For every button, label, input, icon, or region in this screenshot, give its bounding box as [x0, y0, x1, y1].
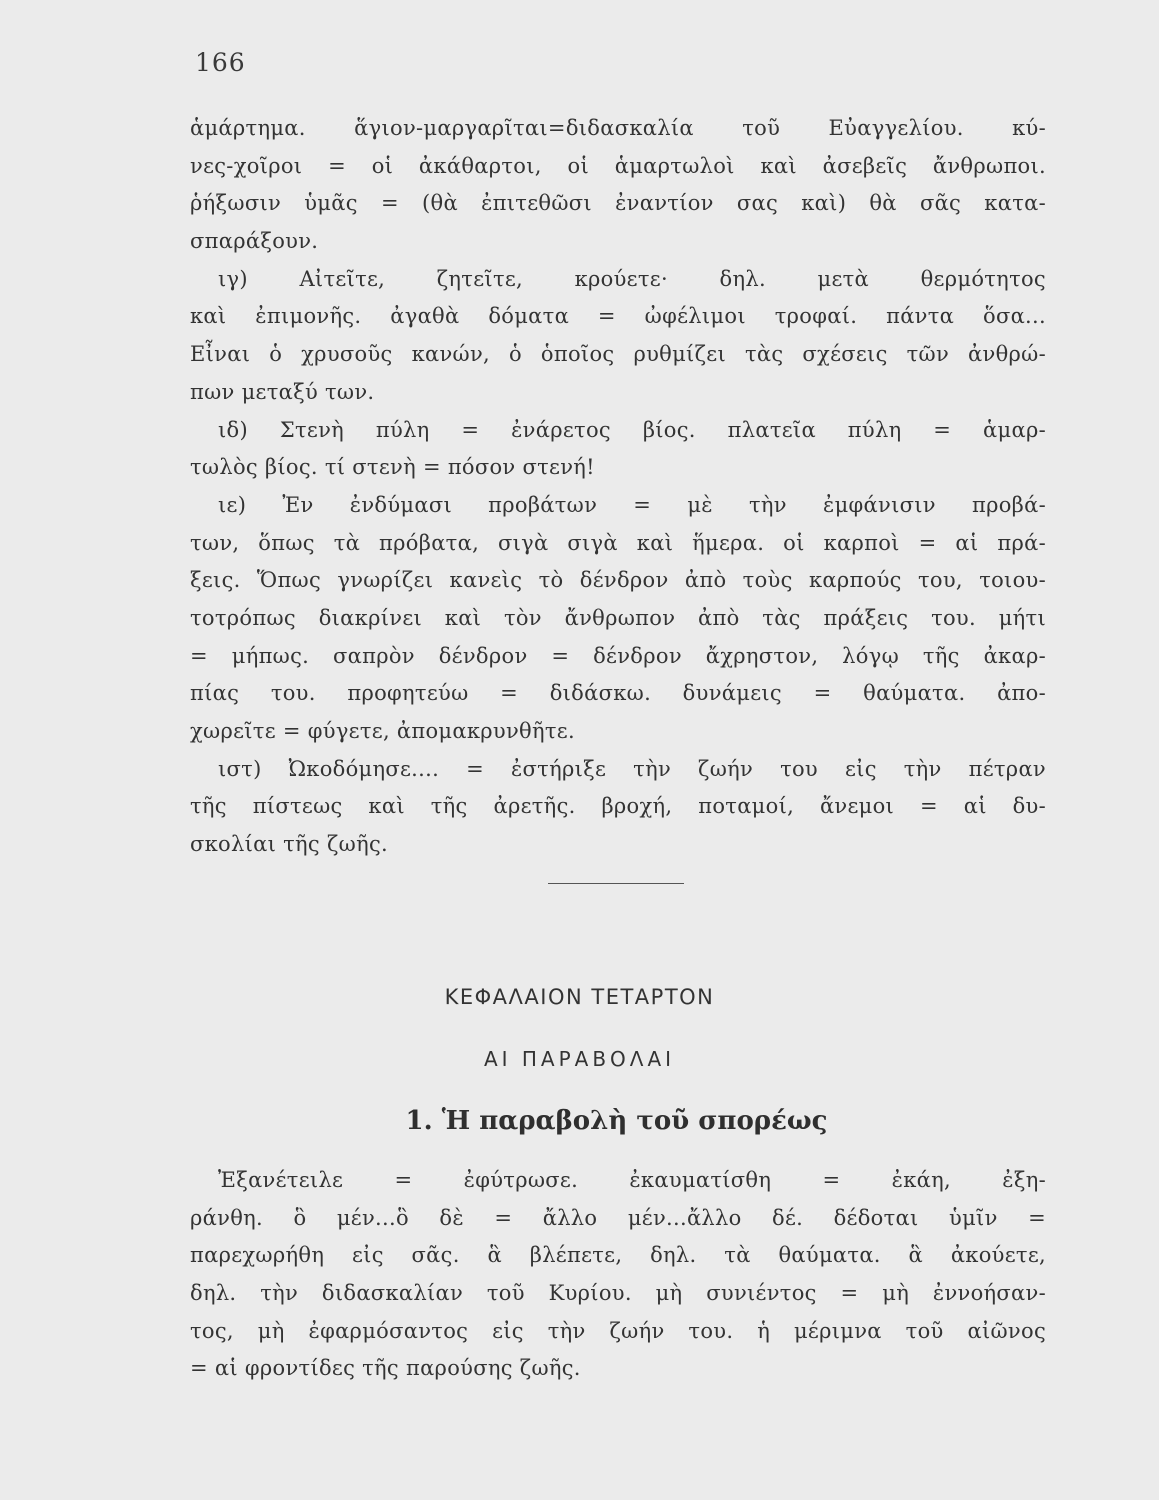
- page-number: 166: [195, 48, 246, 77]
- text-line: παρεχωρήθη εἰς σᾶς. ἃ βλέπετε, δηλ. τὰ θαύματα. ἃ ἀκούετε,: [190, 1243, 1046, 1268]
- text-line: τωλὸς βίος. τί στενὴ = πόσον στενή!: [190, 455, 595, 480]
- text-line: ιδ) Στενὴ πύλη = ἐνάρετος βίος. πλατεῖα πύλη = ἁμαρ-: [218, 417, 1046, 442]
- text-line: Εἶναι ὁ χρυσοῦς κανών, ὁ ὁποῖος ρυθμίζει τὰς σχέσεις τῶν ἀνθρώ-: [190, 342, 1046, 367]
- parable-notes-block: [190, 1162, 1046, 1388]
- chapter-subtitle: ΑΙ ΠΑΡΑΒΟΛΑΙ: [483, 1047, 676, 1071]
- commentary-block: [190, 110, 1046, 864]
- text-line: ξεις. Ὅπως γνωρίζει κανεὶς τὸ δένδρον ἀπὸ τοὺς καρπούς του, τοιου-: [190, 568, 1046, 593]
- text-line: καὶ ἐπιμονῆς. ἀγαθὰ δόματα = ὠφέλιμοι τροφαί. πάντα ὅσα...: [190, 304, 1046, 329]
- text-line: ράνθη. ὃ μέν...ὃ δὲ = ἄλλο μέν...ἄλλο δέ. δέδοται ὑμῖν =: [190, 1205, 1046, 1230]
- text-line: σπαράξουν.: [190, 229, 319, 254]
- text-line: ιστ) Ὠκοδόμησε.... = ἐστήριξε τὴν ζωήν του εἰς τὴν πέτραν: [218, 756, 1046, 781]
- text-line: ιε) Ἐν ἐνδύμασι προβάτων = μὲ τὴν ἐμφάνισιν προβά-: [218, 492, 1046, 517]
- text-line: = μήπως. σαπρὸν δένδρον = δένδρον ἄχρηστον, λόγῳ τῆς ἀκαρ-: [190, 643, 1046, 668]
- text-line: = αἱ φροντίδες τῆς παρούσης ζωῆς.: [190, 1356, 581, 1381]
- text-line: ιγ) Αἰτεῖτε, ζητεῖτε, κρούετε· δηλ. μετὰ θερμότητος: [218, 266, 1046, 291]
- text-line: νες-χοῖροι = οἱ ἀκάθαρτοι, οἱ ἁμαρτωλοὶ καὶ ἀσεβεῖς ἄνθρωποι.: [190, 153, 1046, 178]
- section-divider: [548, 883, 684, 884]
- text-line: ῥήξωσιν ὑμᾶς = (θὰ ἐπιτεθῶσι ἐναντίον σας καὶ) θὰ σᾶς κατα-: [190, 191, 1046, 216]
- text-line: δηλ. τὴν διδασκαλίαν τοῦ Κυρίου. μὴ συνιέντος = μὴ ἐννοήσαν-: [190, 1281, 1046, 1306]
- text-line: τος, μὴ ἐφαρμόσαντος εἰς τὴν ζωήν του. ἡ μέριμνα τοῦ αἰῶνος: [190, 1318, 1046, 1343]
- text-line: των, ὅπως τὰ πρόβατα, σιγὰ σιγὰ καὶ ἥμερα. οἱ καρποὶ = αἱ πρά-: [190, 530, 1046, 555]
- text-line: πίας του. προφητεύω = διδάσκω. δυνάμεις = θαύματα. ἀπο-: [190, 681, 1046, 706]
- text-line: τῆς πίστεως καὶ τῆς ἀρετῆς. βροχή, ποταμοί, ἄνεμοι = αἱ δυ-: [190, 794, 1046, 819]
- text-line: τοτρόπως διακρίνει καὶ τὸν ἄνθρωπον ἀπὸ τὰς πράξεις του. μήτι: [190, 605, 1046, 630]
- text-line: σκολίαι τῆς ζωῆς.: [190, 832, 388, 857]
- chapter-heading: ΚΕΦΑΛΑΙΟΝ ΤΕΤΑΡΤΟΝ: [444, 985, 715, 1009]
- section-title: 1. Ἡ παραβολὴ τοῦ σπορέως: [405, 1106, 828, 1136]
- text-line: χωρεῖτε = φύγετε, ἀπομακρυνθῆτε.: [190, 719, 575, 743]
- text-line: πων μεταξύ των.: [190, 379, 375, 404]
- text-line: ἁμάρτημα. ἅγιον-μαργαρῖται=διδασκαλία τοῦ Εὐαγγελίου. κύ-: [190, 116, 1046, 140]
- text-line: Ἐξανέτειλε = ἐφύτρωσε. ἐκαυματίσθη = ἐκάη, ἐξη-: [218, 1168, 1046, 1192]
